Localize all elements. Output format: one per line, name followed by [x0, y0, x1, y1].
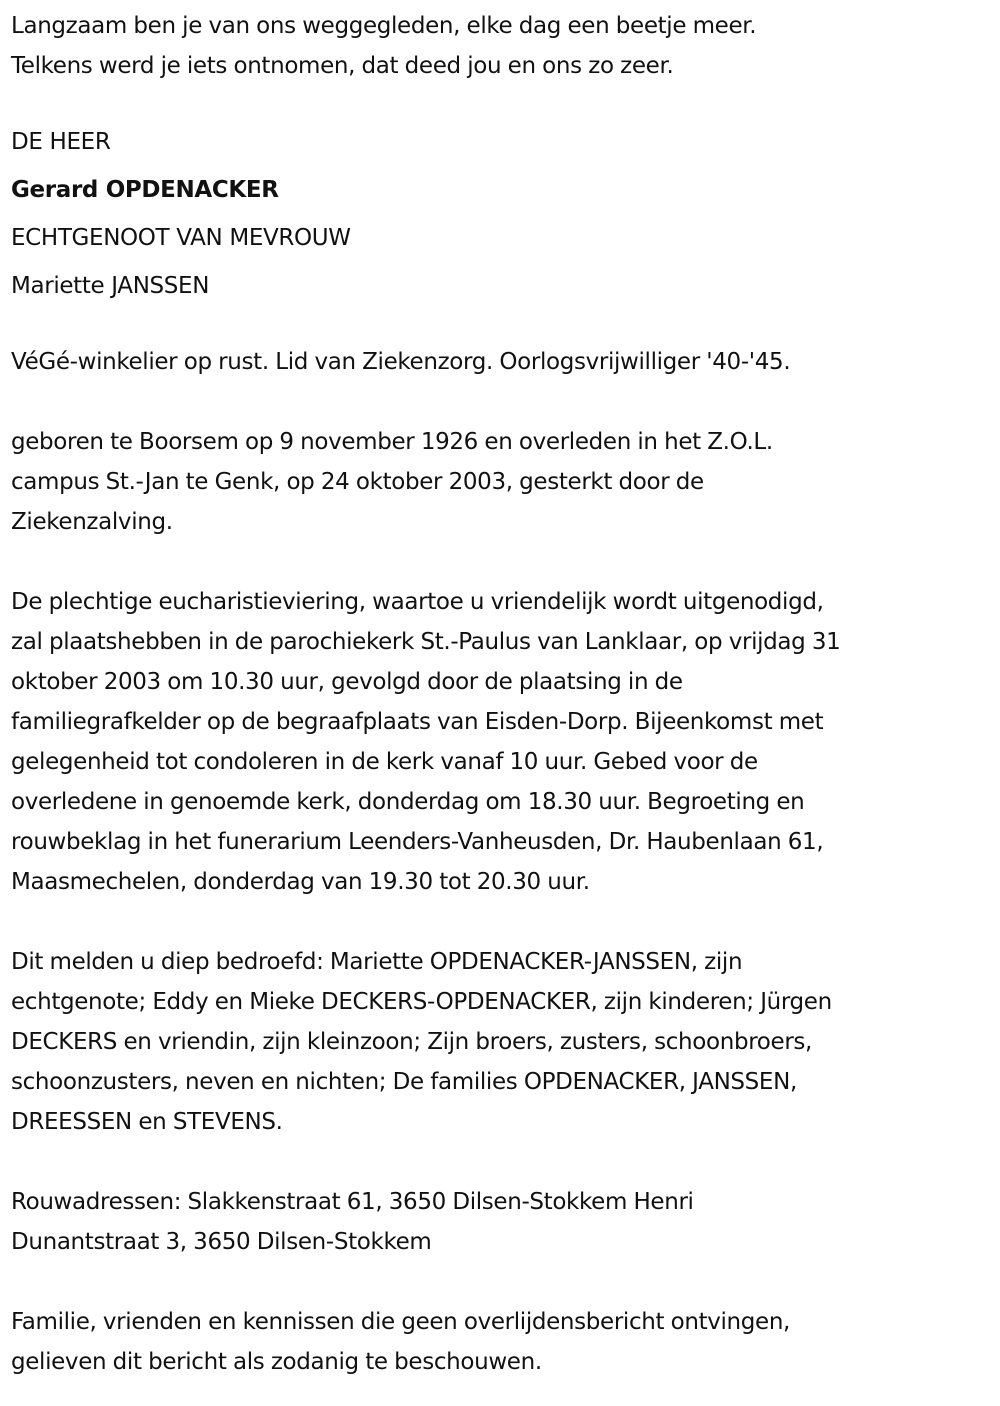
birth-death-line: campus St.-Jan te Genk, op 24 oktober 2003, gesterkt door de [11, 469, 704, 495]
closing-line: Familie, vrienden en kennissen die geen overlijdensbericht ontvingen, [11, 1309, 791, 1335]
spacer [11, 902, 996, 942]
address-line: Dunantstraat 3, 3650 Dilsen-Stokkem [11, 1229, 432, 1255]
birth-death-line: Ziekenzalving. [11, 509, 173, 535]
occupation-line: VéGé-winkelier op rust. Lid van Ziekenzorg. Oorlogsvrijwilliger '40-'45. [11, 349, 791, 375]
spacer [11, 1262, 996, 1302]
ceremony-line: rouwbeklag in het funerarium Leenders-Vanheusden, Dr. Haubenlaan 61, [11, 829, 824, 855]
spacer [11, 86, 996, 118]
ceremony-line: zal plaatshebben in de parochiekerk St.-Paulus van Lanklaar, op vrijdag 31 [11, 629, 841, 655]
closing-line: gelieven dit bericht als zodanig te beschouwen. [11, 1349, 542, 1375]
family-line: schoonzusters, neven en nichten; De families OPDENACKER, JANSSEN, [11, 1069, 797, 1095]
family-section [11, 942, 996, 1142]
birth-death-section [11, 422, 996, 542]
poem-section [11, 6, 996, 86]
closing-section [11, 1302, 996, 1382]
spacer [11, 310, 996, 342]
family-line: DREESSEN en STEVENS. [11, 1109, 283, 1135]
title-prefix: DE HEER [11, 129, 111, 155]
family-line: echtgenote; Eddy en Mieke DECKERS-OPDENACKER, zijn kinderen; Jürgen [11, 989, 832, 1015]
obituary-document [11, 6, 996, 1382]
poem-line: Telkens werd je iets ontnomen, dat deed jou en ons zo zeer. [11, 53, 674, 79]
family-line: Dit melden u diep bedroefd: Mariette OPDENACKER-JANSSEN, zijn [11, 949, 743, 975]
poem-line: Langzaam ben je van ons weggegleden, elke dag een beetje meer. [11, 13, 757, 39]
occupation-section [11, 342, 996, 382]
spacer [11, 1142, 996, 1182]
ceremony-line: overledene in genoemde kerk, donderdag om 18.30 uur. Begroeting en [11, 789, 805, 815]
ceremony-line: familiegrafkelder op de begraafplaats van Eisden-Dorp. Bijeenkomst met [11, 709, 824, 735]
ceremony-section [11, 582, 996, 902]
spouse-label: ECHTGENOOT VAN MEVROUW [11, 225, 351, 251]
spacer [11, 542, 996, 582]
addresses-section [11, 1182, 996, 1262]
spacer [11, 382, 996, 422]
address-line: Rouwadressen: Slakkenstraat 61, 3650 Dilsen-Stokkem Henri [11, 1189, 694, 1215]
family-line: DECKERS en vriendin, zijn kleinzoon; Zijn broers, zusters, schoonbroers, [11, 1029, 813, 1055]
spouse-name: Mariette JANSSEN [11, 273, 210, 299]
ceremony-line: Maasmechelen, donderdag van 19.30 tot 20.30 uur. [11, 869, 590, 895]
ceremony-line: De plechtige eucharistieviering, waartoe u vriendelijk wordt uitgenodigd, [11, 589, 824, 615]
ceremony-line: oktober 2003 om 10.30 uur, gevolgd door de plaatsing in de [11, 669, 683, 695]
ceremony-line: gelegenheid tot condoleren in de kerk vanaf 10 uur. Gebed voor de [11, 749, 758, 775]
birth-death-line: geboren te Boorsem op 9 november 1926 en overleden in het Z.O.L. [11, 429, 773, 455]
header-section [11, 118, 996, 310]
deceased-name: Gerard OPDENACKER [11, 177, 279, 203]
